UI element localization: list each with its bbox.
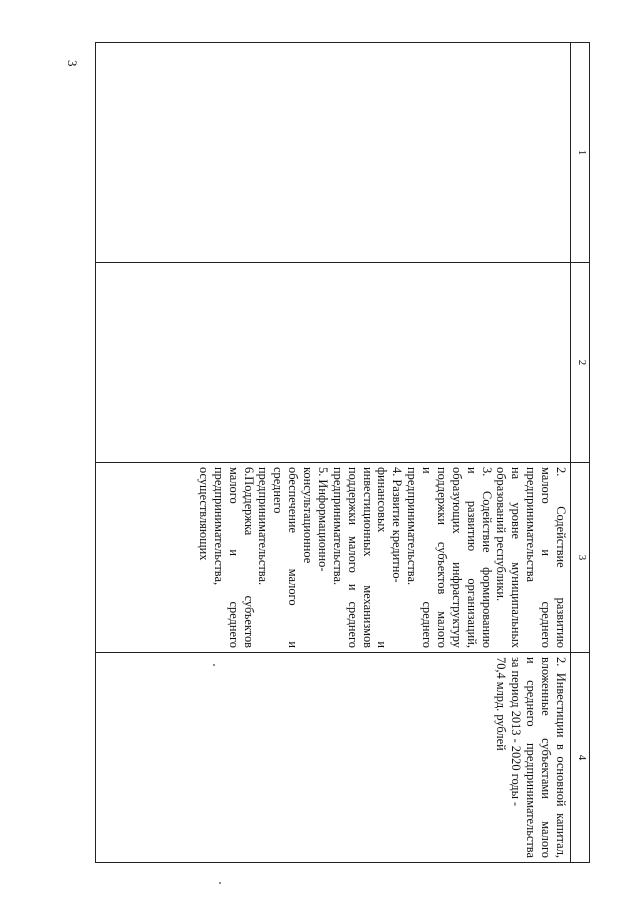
scan-speck: [219, 882, 221, 884]
indicators-text: [494, 657, 568, 858]
text-line: малого и среднего: [539, 467, 554, 648]
program-table: [95, 42, 590, 863]
text-line: малого и среднего: [226, 467, 241, 648]
table-row: [96, 43, 571, 863]
column-header-4: 4: [571, 653, 590, 863]
text-line: и развитию организаций,: [464, 467, 479, 648]
text-line: за период 2013 - 2020 годы -: [509, 657, 524, 807]
text-line: предпринимательства.: [405, 467, 420, 586]
text-line: 70,4 млрд. рублей: [494, 657, 509, 751]
text-line: и среднего предпринимательства: [524, 657, 539, 858]
cell-col-1: [96, 43, 571, 263]
text-line: 4. Развитие кредитно-: [390, 467, 405, 583]
column-header-3: 3: [571, 463, 590, 653]
text-line: финансовых и: [375, 467, 390, 648]
text-line: 2. Инвестиции в основной капитал,: [554, 657, 568, 858]
text-line: поддержки субъектов малого: [435, 467, 449, 648]
text-line: вложенные субъектами малого: [539, 657, 554, 858]
text-line: предпринимательства.: [256, 467, 271, 586]
text-line: образований республики.: [494, 467, 509, 602]
cell-col-3: [96, 463, 571, 653]
text-line: предпринимательства.: [330, 467, 345, 586]
text-line: предпринимательства,: [211, 467, 226, 586]
text-line: и среднего: [420, 467, 435, 648]
rotated-table-wrapper: [100, 42, 590, 862]
text-line: 3. Содействие формированию: [479, 467, 494, 648]
tasks-text: [196, 467, 568, 648]
text-line: поддержки малого и среднего: [345, 467, 360, 648]
column-header-1: 1: [571, 43, 590, 263]
cell-col-4: [96, 653, 571, 863]
text-line: 2. Содействие развитию: [554, 467, 568, 648]
text-line: консультационное: [301, 467, 316, 564]
text-line: образующих инфраструктуру: [449, 467, 464, 648]
cell-col-2: [96, 263, 571, 463]
table-header-row: [571, 43, 590, 863]
text-line: обеспечение малого и: [286, 467, 301, 648]
text-line: инвестиционных механизмов: [360, 467, 375, 648]
column-header-2: 2: [571, 263, 590, 463]
scan-speck: [213, 664, 215, 666]
text-line: осуществляющих: [197, 467, 211, 561]
page-number: 3: [65, 60, 80, 67]
text-line: 6.Поддержка субъектов: [241, 467, 256, 648]
text-line: предпринимательства: [524, 467, 539, 582]
text-line: 5. Информационно-: [316, 467, 330, 572]
text-line: на уровне муниципальных: [509, 467, 524, 648]
text-line: среднего: [271, 467, 286, 514]
